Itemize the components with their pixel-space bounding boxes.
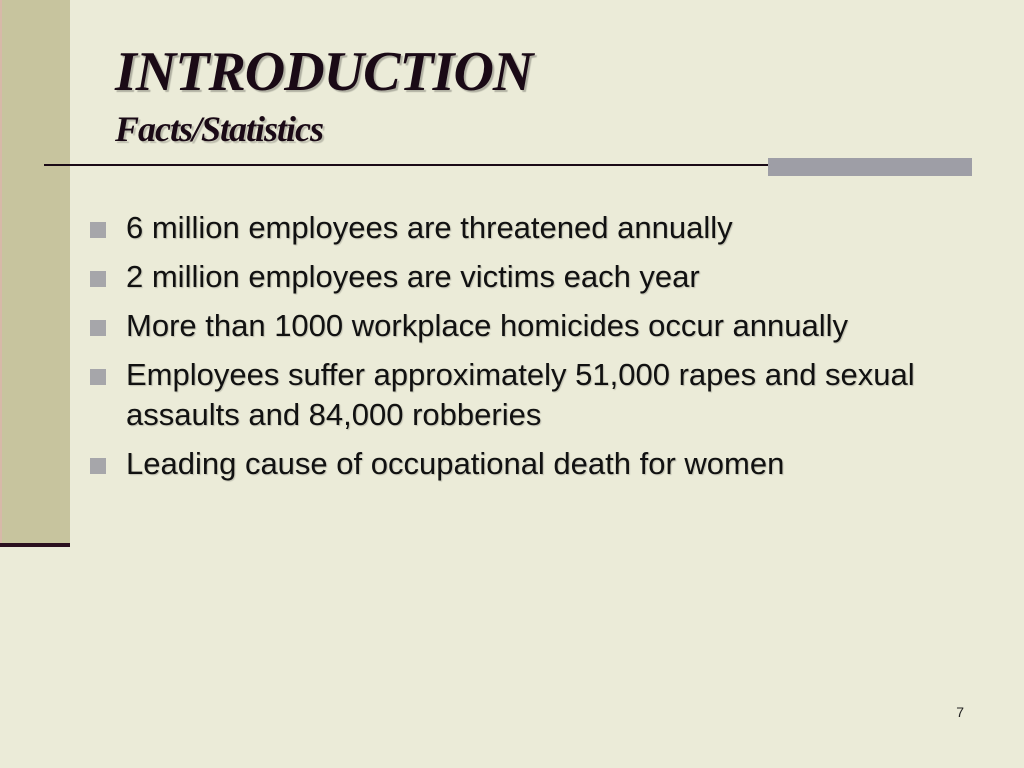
bullet-text: Leading cause of occupational death for women (126, 446, 785, 481)
bullet-item (90, 444, 970, 484)
bullet-item (90, 208, 970, 248)
square-bullet-icon (90, 320, 106, 336)
bullet-text: 2 million employees are victims each year (126, 259, 700, 294)
bullet-text: Employees suffer approximately 51,000 rapes and sexual assaults and 84,000 robberies (126, 357, 915, 432)
bullet-list (90, 208, 970, 493)
square-bullet-icon (90, 222, 106, 238)
sidebar-bottom-rule (0, 543, 70, 547)
left-sidebar-band (0, 0, 70, 545)
page-number: 7 (956, 704, 964, 720)
bullet-text: More than 1000 workplace homicides occur annually (126, 308, 849, 343)
bullet-item (90, 306, 970, 346)
title-divider-accent (768, 158, 972, 176)
bullet-text: 6 million employees are threatened annually (126, 210, 733, 245)
bullet-item (90, 355, 970, 435)
square-bullet-icon (90, 369, 106, 385)
bullet-item (90, 257, 970, 297)
slide-subtitle: Facts/Statistics (115, 109, 324, 149)
square-bullet-icon (90, 458, 106, 474)
square-bullet-icon (90, 271, 106, 287)
slide-title: INTRODUCTION (115, 41, 533, 103)
